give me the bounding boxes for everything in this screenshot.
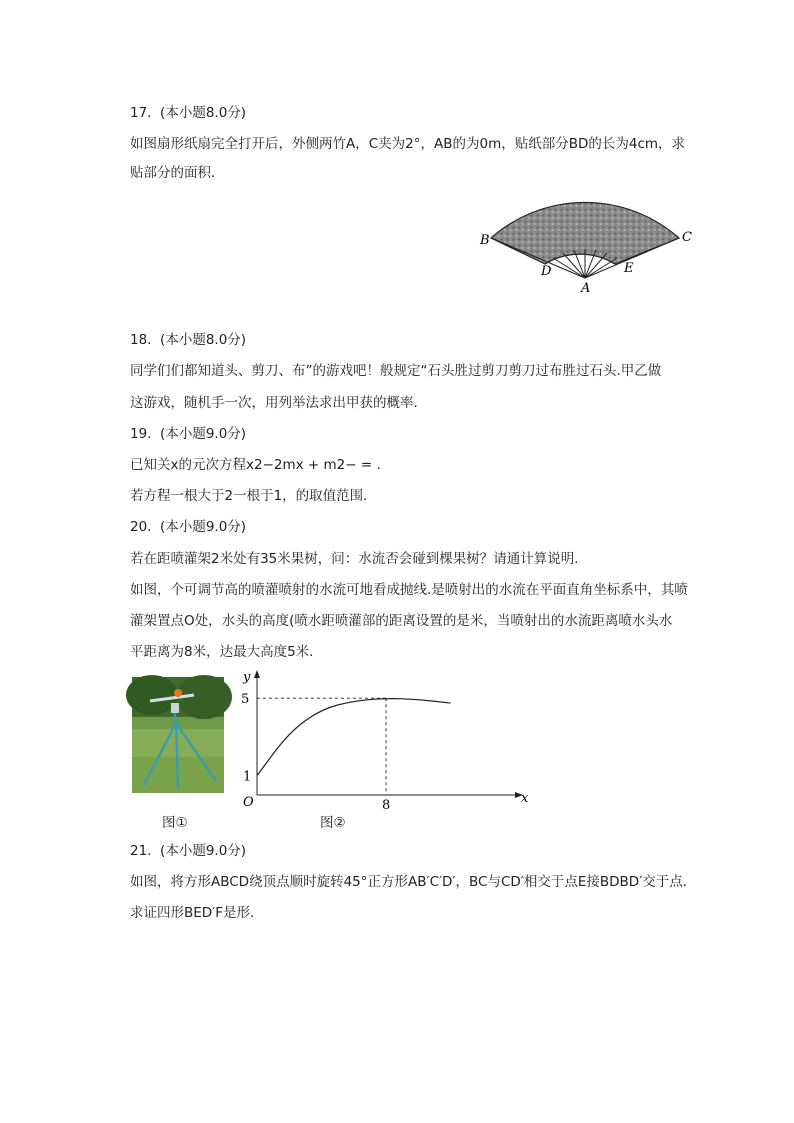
q21-text-line1: 如图，将方形ABCD绕顶点顺时旋转45°正方形AB′C′D′，BC与CD′相交于点E接BDBD′交于点． xyxy=(130,874,697,890)
label-d: D xyxy=(541,264,552,279)
q17-header: 17. (本小题8.0分) xyxy=(130,105,247,121)
fig1-caption: 图① xyxy=(162,815,188,831)
q20-text-line3: 灌架置点O处，水头的高度(喷水距喷灌部的距离设置的是米，当喷射出的水流距离喷水头水 xyxy=(130,613,673,629)
q20-text-line4: 平距离为8米，达最大高度5米． xyxy=(130,644,323,660)
label-c: C xyxy=(682,230,692,245)
label-e: E xyxy=(624,261,634,276)
sprinkler-photo xyxy=(132,677,224,793)
origin-label: O xyxy=(243,795,254,810)
q20-text-line1: 若在距喷灌架2米处有35米果树，问：水流否会碰到棵果树？请通计算说明． xyxy=(130,551,588,567)
q21-header: 21. (本小题9.0分) xyxy=(130,843,247,859)
y-tick-label-1: 1 xyxy=(243,769,252,785)
q20-text-line2: 如图，个可调节高的喷灌喷射的水流可地看成抛线.是喷射出的水流在平面直角坐标系中，其喷 xyxy=(130,582,688,598)
q19-header: 19. (本小题9.0分) xyxy=(130,426,247,442)
q18-header: 18. (本小题8.0分) xyxy=(130,332,247,348)
x-axis-label: x xyxy=(521,791,529,806)
y-axis-arrow xyxy=(254,670,260,678)
q21-text-line2: 求证四形BED′F是形． xyxy=(130,905,264,921)
label-b: B xyxy=(480,233,490,248)
y-tick-label-5: 5 xyxy=(241,692,250,708)
label-a: A xyxy=(581,281,591,296)
fan-figure xyxy=(470,178,700,298)
q17-text-line2: 贴部分的面积． xyxy=(130,165,225,181)
q19-text-line1: 已知关x的元次方程x2−2mx + m2− = . xyxy=(130,457,381,473)
parabola-curve xyxy=(257,699,451,776)
q20-header: 20. (本小题9.0分) xyxy=(130,519,247,535)
parabola-chart xyxy=(232,668,529,813)
q18-text-line2: 这游戏，随机手一次，用列举法求出甲获的概率． xyxy=(130,395,427,411)
q17-text-line1: 如图扇形纸扇完全打开后，外侧两竹A，C夹为2°，AB的为0m，贴纸部分BD的长为4cm，求 xyxy=(130,136,686,152)
q19-text-line2: 若方程一根大于2一根于1，的取值范围． xyxy=(130,488,377,504)
fig2-caption: 图② xyxy=(320,815,346,831)
y-axis-label: y xyxy=(243,670,251,685)
x-tick-label-8: 8 xyxy=(382,798,391,813)
q18-text-line1: 同学们们都知道头、剪刀、布”的游戏吧！般规定“石头胜过剪刀剪刀过布胜过石头.甲乙做 xyxy=(130,363,662,379)
